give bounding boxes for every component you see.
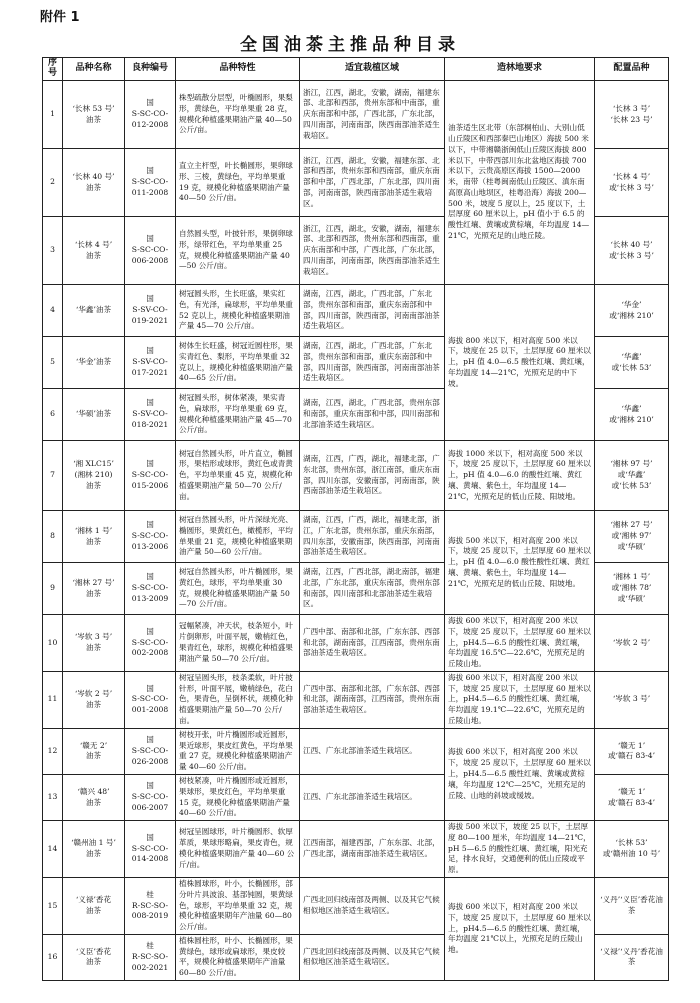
variety-code: 国 S-SC-CO- 002-2008 <box>125 615 176 672</box>
variety-name: ‘义禄’香花 油茶 <box>63 877 125 934</box>
variety-trait: 树冠呈圆头形，枝条柔软，叶片披针形，叶面平展，嫩梢绿色，花白色，果青色，呈倒杯状，规模化种植盛果期油产量 50—70 公斤/亩。 <box>176 671 300 728</box>
variety-trait: 植株圆球形，叶小，长椭圆形，部分叶片具波浪、基部钝圆，果黄绿色，球形，平均单果重 32 克，规模化种植盛果期年产油量 60—80 公斤/亩。 <box>176 877 300 934</box>
col-header-pair: 配置品种 <box>595 58 669 81</box>
paired-variety: ‘岑软 3 号’ <box>595 671 669 728</box>
table-row <box>43 877 669 934</box>
row-number: 5 <box>43 337 63 389</box>
variety-name: ‘岑软 3 号’ 油茶 <box>63 615 125 672</box>
paired-variety: ‘义禄’‘义丹’香花油茶 <box>595 934 669 980</box>
table-row <box>43 285 669 337</box>
table-row <box>43 511 669 563</box>
variety-code: 国 S-SC-CO- 011-2008 <box>125 149 176 217</box>
row-number: 9 <box>43 563 63 615</box>
table-row <box>43 671 669 728</box>
paired-variety: ‘华金’ 或‘湘林 210’ <box>595 285 669 337</box>
site-requirement: 海拔 500 米以下，坡度 25 以下，土层厚度 80—100 厘米，年均温度 14—21℃，pH 5—6.5 的酸性红壤、黄红壤，阳光充足，排水良好，交通便利的低山丘陵或平原。 <box>445 821 595 878</box>
planting-region: 广西北回归线南部及两侧、以及其它气候相似地区油茶适生栽培区。 <box>300 877 445 934</box>
planting-region: 湖南，江西，湖北，广西北部，贵州东部和南部，重庆东南部和中部，四川南部和北部油茶适生栽培区。 <box>300 389 445 441</box>
variety-code: 国 S-SC-CO- 026-2008 <box>125 728 176 774</box>
paired-variety: ‘长林 3 号’ ‘长林 23 号’ <box>595 81 669 149</box>
row-number: 1 <box>43 81 63 149</box>
planting-region: 广西中部、南部和北部，广东东部、西部和北部，湖南南部，江西南部，贵州东南部油茶适生栽培区。 <box>300 615 445 672</box>
planting-region: 浙江，江西，湖北，安徽，福建东部、北部和西部，贵州东部和西南部，重庆东南部和中部，广西北部，广东北部，四川南部，河南南部，陕西南部油茶适生栽培区。 <box>300 149 445 217</box>
variety-name: ‘长林 40 号’ 油茶 <box>63 149 125 217</box>
site-requirement: 海拔 600 米以下，相对高度 200 米以下，坡度 25 度以下，土层厚度 60 厘米以上，pH4.5—6.5 的酸性红壤、黄红壤，年均温度 16.5℃—22.6℃，光照充足的丘陵山地。 <box>445 615 595 672</box>
site-requirement: 海拔 800 米以下，相对高度 500 米以下，坡度在 25 以下，土层厚度 60 厘米以上，pH 值 4.0—6.5 酸性红壤、黄红壤，年均温度 14—21℃，光照充足的中下坡。 <box>445 285 595 441</box>
variety-code: 国 S-SC-CO- 006-2007 <box>125 774 176 820</box>
variety-code: 桂 R-SC-SO- 002-2021 <box>125 934 176 980</box>
row-number: 3 <box>43 217 63 285</box>
col-header-no: 序号 <box>43 58 63 81</box>
site-requirement: 海拔 600 米以下，相对高度 200 米以下，坡度 25 度以下，土层厚度 60 厘米以上，pH4.5—6.5 酸性红壤、黄壤或黄棕壤，年均温度 12℃—25℃，光照充足的丘陵、山地的斜坡或缓坡。 <box>445 728 595 820</box>
row-number: 15 <box>43 877 63 934</box>
variety-trait: 冠幅紧凑，冲天状，枝条短小，叶片倒卵形，叶面平展，嫩梢红色，果青红色，球形，规模化种植盛果期油产量 50—70 公斤/亩。 <box>176 615 300 672</box>
paired-variety: ‘赣无 1’ 或‘赣石 83-4’ <box>595 728 669 774</box>
planting-region: 江西、广东北部油茶适生栽培区。 <box>300 728 445 774</box>
table-row <box>43 81 669 149</box>
col-header-code: 良种编号 <box>125 58 176 81</box>
variety-name: ‘华金’油茶 <box>63 337 125 389</box>
paired-variety: ‘华鑫’ 或‘湘林 210’ <box>595 389 669 441</box>
table-row <box>43 441 669 511</box>
row-number: 12 <box>43 728 63 774</box>
variety-code: 国 S-SV-CO- 017-2021 <box>125 337 176 389</box>
planting-region: 湖南，江西，广西，湖北，福建北部，广东北部，贵州东部，浙江南部，重庆东南部，四川东部，安徽南部，河南南部，陕西南部油茶适生栽培区。 <box>300 441 445 511</box>
variety-name: ‘长林 4 号’ 油茶 <box>63 217 125 285</box>
attachment-label: 附件 1 <box>40 10 80 25</box>
site-requirement: 油茶适生区北带（东部桐柏山、大别山低山丘陵区和西部秦巴山地区）海拔 500 米以下，中带湘赣浙闽低山丘陵区海拔 800 米以下，中带西部川东北盆地区海拔 700 米以下，云贵高原区海拔 1500—2000 米，南带（桂粤闽南低山丘陵区、滇东南高原高山地坝区，桂粤沿海）海拔 200—500 米，坡度 5 度以上，25 度以下，土层厚度 60 厘米以上，pH 值小于 6.5 的酸性红壤、黄壤或黄棕壤，年均温度 14—21℃，光照充足的山地丘陵。 <box>445 81 595 285</box>
site-requirement: 海拔 500 米以下，相对高度 200 米以下，坡度 25 度以下，土层厚度 60 厘米以上，pH 值 4.0—6.0 酸性酸性红壤、黄红壤、黄壤、紫色土，年均温度 14—21℃，光照充足的低山丘陵、阳坡地。 <box>445 511 595 615</box>
planting-region: 湖南，江西，广西北部，湖北南部，福建北部，广东北部，重庆东南部，贵州东部和南部，四川南部和北部油茶适生栽培区。 <box>300 563 445 615</box>
planting-region: 湖南，江西，广西，湖北，福建北部，浙江，广东北部，贵州东部，重庆东南部，四川东部，安徽南部，陕西南部，河南南部油茶适生栽培区。 <box>300 511 445 563</box>
variety-name: ‘岑软 2 号’ 油茶 <box>63 671 125 728</box>
variety-name: ‘湘林 27 号’ 油茶 <box>63 563 125 615</box>
paired-variety: ‘长林 4 号’ 或‘长林 3 号’ <box>595 149 669 217</box>
row-number: 6 <box>43 389 63 441</box>
col-header-name: 品种名称 <box>63 58 125 81</box>
variety-code: 国 S-SC-CO- 012-2008 <box>125 81 176 149</box>
variety-code: 国 S-SC-CO- 001-2008 <box>125 671 176 728</box>
planting-region: 广西北回归线南部及两侧、以及其它气候相似地区油茶适生栽培区。 <box>300 934 445 980</box>
paired-variety: ‘湘林 97 号’ 或‘华鑫’ 或‘长林 53’ <box>595 441 669 511</box>
variety-code: 国 S-SC-CO- 013-2006 <box>125 511 176 563</box>
paired-variety: ‘长林 40 号’ 或‘长林 3 号’ <box>595 217 669 285</box>
variety-name: ‘赣兴 48’ 油茶 <box>63 774 125 820</box>
variety-trait: 树体生长旺盛，树冠近圆柱形，果实青红色、梨形，平均单果重 32 克以上，规模化种植盛果期油产量 40—65 公斤/亩。 <box>176 337 300 389</box>
planting-region: 湖南，江西，湖北，广西北部，广东北部，贵州东部和南部，重庆东南部和中部，四川南部，陕西南部，河南南部油茶适生栽培区。 <box>300 285 445 337</box>
site-requirement: 海拔 600 米以下，相对高度 200 米以下，坡度 25 度以下，土层厚度 60 厘米以上，pH4.5—6.5 的酸性红壤、黄红壤，年均温度 19.1℃—22.6℃，光照充足的丘陵山地。 <box>445 671 595 728</box>
row-number: 10 <box>43 615 63 672</box>
col-header-region: 适宜栽植区域 <box>300 58 445 81</box>
variety-code: 桂 R-SC-SO- 008-2019 <box>125 877 176 934</box>
variety-trait: 树冠呈圆球形，叶片椭圆形、软厚革质，果球形略扁，果皮青色，规模化种植盛果期油产量 40—60 公斤/亩。 <box>176 821 300 878</box>
row-number: 4 <box>43 285 63 337</box>
table-row <box>43 615 669 672</box>
paired-variety: ‘湘林 1 号’ 或‘湘林 78’ 或‘华硕’ <box>595 563 669 615</box>
variety-table <box>42 57 669 981</box>
planting-region: 广西中部、南部和北部，广东东部、西部和北部，湖南南部，江西南部，贵州东南部油茶适生栽培区。 <box>300 671 445 728</box>
row-number: 13 <box>43 774 63 820</box>
paired-variety: ‘湘林 27 号’ 或‘湘林 97’ 或‘华硕’ <box>595 511 669 563</box>
planting-region: 浙江，江西，湖北，安徽，湖南，福建东部、北部和西部，贵州东部和中南部，重庆东南部和中部，广西北部，广东北部，四川南部，河南南部，陕西南部油茶适生栽培区。 <box>300 81 445 149</box>
paired-variety: ‘岑软 2 号’ <box>595 615 669 672</box>
variety-trait: 株型疏散分层型，叶椭圆形，果梨形，黄绿色，平均单果重 28 克，规模化种植盛果期油产量 40—50 公斤/亩。 <box>176 81 300 149</box>
variety-code: 国 S-SC-CO- 014-2008 <box>125 821 176 878</box>
paired-variety: ‘华鑫’ 或‘长林 53’ <box>595 337 669 389</box>
planting-region: 湖南，江西，湖北，广西北部，广东北部，贵州东部和南部，重庆东南部和中部，四川南部，陕西南部，河南南部油茶适生栽培区。 <box>300 337 445 389</box>
variety-name: ‘赣无 2’ 油茶 <box>63 728 125 774</box>
site-requirement: 海拔 1000 米以下，相对高度 500 米以下，坡度 25 度以下，土层厚度 60 厘米以上，pH 值 4.0—6.0 的酸性红壤、黄红壤、黄壤、紫色土，年均温度 14—21℃，光照充足的低山丘陵、阳坡地。 <box>445 441 595 511</box>
row-number: 14 <box>43 821 63 878</box>
variety-code: 国 S-SV-CO- 019-2021 <box>125 285 176 337</box>
planting-region: 浙江，江西，湖北，安徽，湖南，福建东部、北部和西部，贵州东部和西南部，重庆东南部和中部，广西北部，广东北部，四川南部，河南南部，陕西南部油茶适生栽培区。 <box>300 217 445 285</box>
variety-name: ‘湘 XLC15’ (湘林 210) 油茶 <box>63 441 125 511</box>
variety-name: ‘华硕’油茶 <box>63 389 125 441</box>
paired-variety: ‘义丹’‘义臣’香花油茶 <box>595 877 669 934</box>
col-header-trait: 品种特性 <box>176 58 300 81</box>
site-requirement: 海拔 600 米以下，相对高度 200 米以下，坡度 25 度以下，土层厚度 60 厘米以上，pH4.5—6.5 的酸性红壤、黄红壤，年均温度 21℃以上，光照充足的丘陵山地。 <box>445 877 595 980</box>
variety-code: 国 S-SC-CO- 013-2009 <box>125 563 176 615</box>
variety-trait: 树冠自然圆头形，叶片深绿光亮、椭圆形，果黄红色，橄榄形，平均单果重 21 克，规模化种植盛果期油产量 50—60 公斤/亩。 <box>176 511 300 563</box>
planting-region: 江西、广东北部油茶适生栽培区。 <box>300 774 445 820</box>
table-row <box>43 728 669 774</box>
variety-trait: 植株圆柱形，叶小、长椭圆形，果黄绿色，球形或扁球形，果皮较平，规模化种植盛果期年产油量 60—80 公斤/亩。 <box>176 934 300 980</box>
variety-name: ‘赣州油 1 号’ 油茶 <box>63 821 125 878</box>
variety-trait: 自然圆头型，叶披针形，果倒卵球形，绿带红色，平均单果重 25 克，规模化种植盛果期油产量 40—50 公斤/亩。 <box>176 217 300 285</box>
variety-trait: 树枝紧凑，叶片椭圆形或近圆形，果球形，果皮红色，平均单果重 15 克，规模化种植盛果期油产量 40—60 公斤/亩。 <box>176 774 300 820</box>
row-number: 11 <box>43 671 63 728</box>
paired-variety: ‘赣无 1’ 或‘赣石 83-4’ <box>595 774 669 820</box>
variety-code: 国 S-SC-CO- 006-2008 <box>125 217 176 285</box>
row-number: 8 <box>43 511 63 563</box>
paired-variety: ‘长林 53’ 或‘赣州油 10 号’ <box>595 821 669 878</box>
variety-name: ‘华鑫’油茶 <box>63 285 125 337</box>
variety-name: ‘长林 53 号’ 油茶 <box>63 81 125 149</box>
planting-region: 江西南部，福建西部，广东东部、北部，广西北部，湖南南部油茶适生栽培区。 <box>300 821 445 878</box>
variety-trait: 直立主杆型，叶长椭圆形，果卵球形、三棱，黄绿色，平均单果重 19 克，规模化种植盛果期油产量 40—50 公斤/亩。 <box>176 149 300 217</box>
variety-trait: 树枝开张，叶片椭圆形或近圆形，果近球形，果皮红黄色，平均单果重 27 克，规模化种植盛果期油产量 40—60 公斤/亩。 <box>176 728 300 774</box>
variety-name: ‘湘林 1 号’ 油茶 <box>63 511 125 563</box>
row-number: 7 <box>43 441 63 511</box>
row-number: 16 <box>43 934 63 980</box>
variety-trait: 树冠圆头形，树体紧凑，果实青色，扁球形，平均单果重 69 克，规模化种植盛果期油产量 45—70 公斤/亩。 <box>176 389 300 441</box>
variety-name: ‘义臣’香花 油茶 <box>63 934 125 980</box>
table-row <box>43 821 669 878</box>
row-number: 2 <box>43 149 63 217</box>
variety-code: 国 S-SV-CO- 018-2021 <box>125 389 176 441</box>
table-header-row <box>43 58 669 81</box>
variety-code: 国 S-SC-CO- 015-2006 <box>125 441 176 511</box>
col-header-requirement: 造林地要求 <box>445 58 595 81</box>
variety-trait: 树冠圆头形，生长旺盛，果实红色，有光泽，扁球形，平均单果重 52 克以上，规模化种植盛果期油产量 45—70 公斤/亩。 <box>176 285 300 337</box>
variety-trait: 树冠自然圆头形，叶片椭圆形，果黄红色，球形，平均单果重 30 克，规模化种植盛果期油产量 50—70 公斤/亩。 <box>176 563 300 615</box>
page-title: 全国油茶主推品种目录 <box>240 35 460 55</box>
variety-trait: 树冠自然圆头形，叶片直立，椭圆形，果桔形或球形，黄红色或青黄色，平均单果重 45 克，规模化种植盛果期油产量 50—70 公斤/亩。 <box>176 441 300 511</box>
